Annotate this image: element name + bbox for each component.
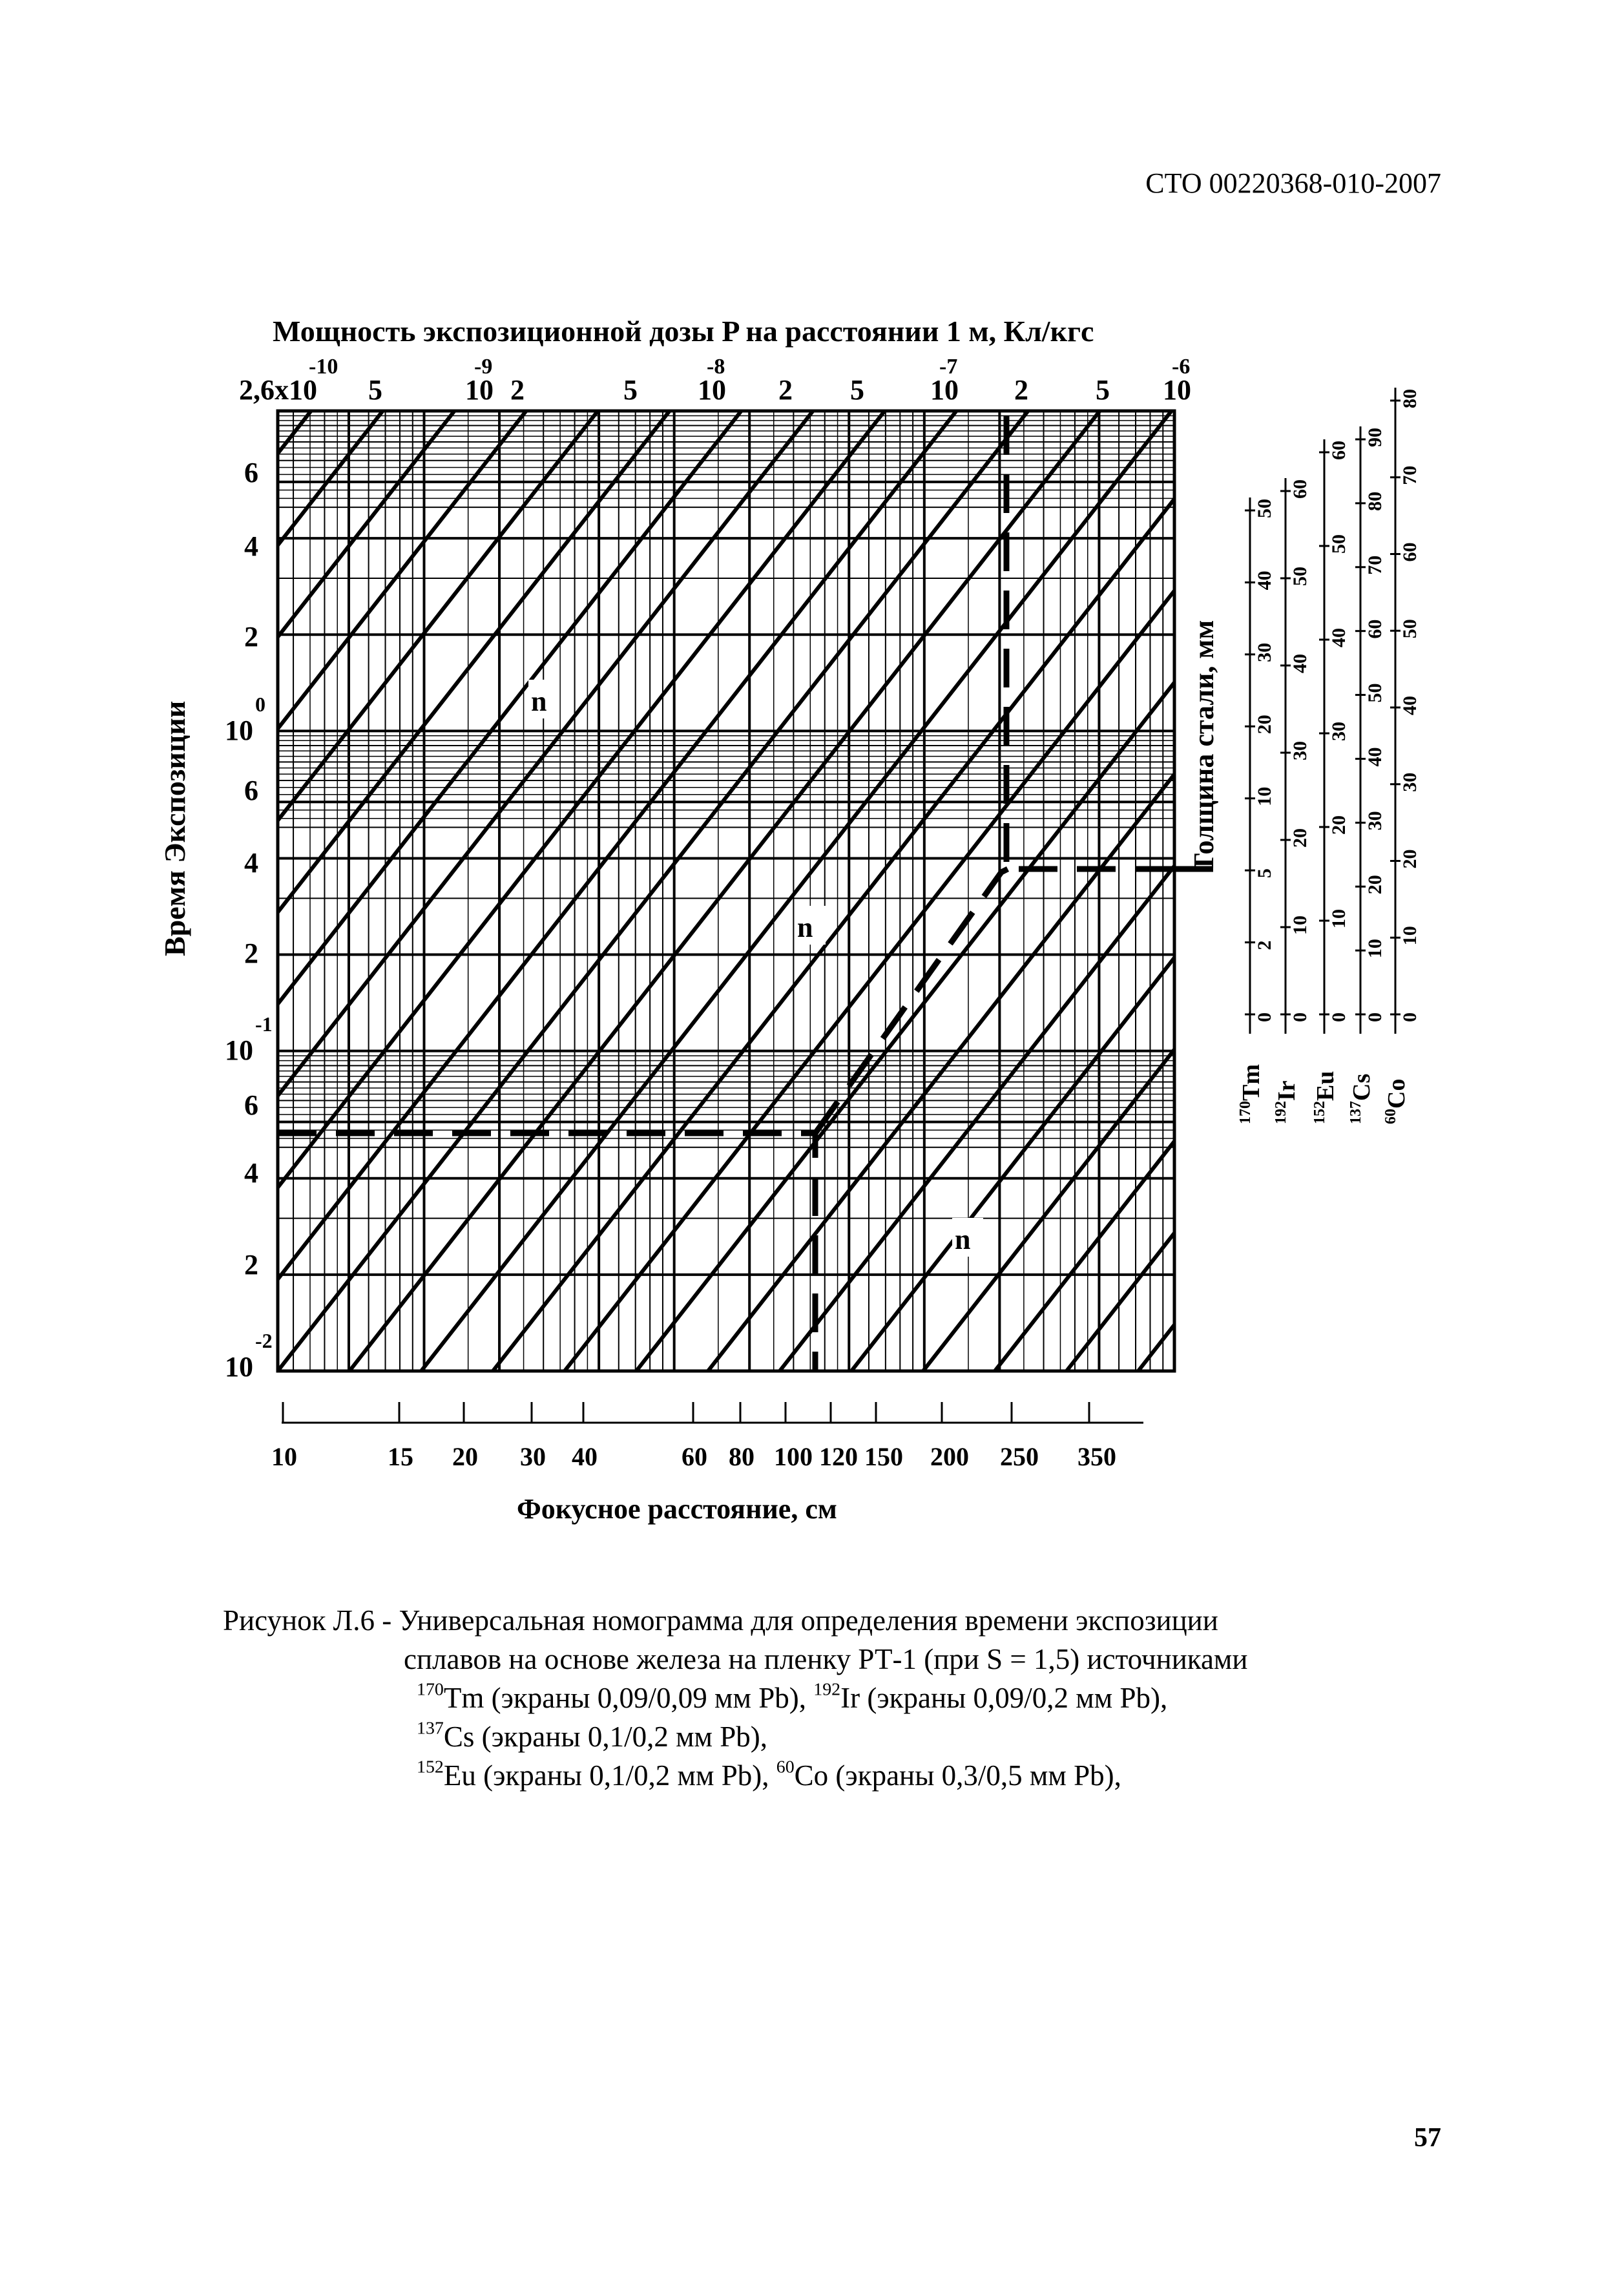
isotope-scale-label: 10 — [1289, 916, 1311, 935]
caption-line-1: Рисунок Л.6 - Универсальная номограмма для определения времени экспозиции — [223, 1604, 1218, 1637]
top-scale-label: 10 — [930, 374, 959, 406]
left-scale-label: 10 — [225, 1351, 253, 1383]
isotope-label: $^{137}$Cs — [1348, 1073, 1375, 1124]
left-axis-title: Время Экспозиции — [158, 700, 191, 956]
isotope-scale-label: 40 — [1364, 747, 1386, 767]
dashed-path-diagonal — [815, 869, 1008, 1133]
left-scale-label: 2 — [244, 1249, 258, 1281]
isotope-scale-label: 10 — [1364, 939, 1386, 959]
isotope-scale-label: 0 — [1328, 1012, 1349, 1022]
focal-scale-label: 80 — [729, 1442, 755, 1471]
top-scale-exponent: -8 — [707, 355, 725, 379]
isotope-scale-label: 20 — [1289, 828, 1311, 848]
isotope-scale-label: 2 — [1254, 940, 1275, 950]
isotope-scale-label: 30 — [1364, 811, 1386, 831]
isotope-label: $^{192}$Ir — [1273, 1080, 1300, 1124]
left-scale-exponent: 0 — [255, 693, 265, 716]
isotope-scale-label: 50 — [1328, 534, 1349, 554]
left-scale-labels — [225, 457, 273, 1383]
isotope-scale-label: 0 — [1289, 1012, 1311, 1022]
top-scale-label: 10 — [698, 374, 726, 406]
left-scale-label: 10 — [225, 715, 253, 746]
isotope-scale-label: 60 — [1364, 619, 1386, 639]
left-scale-label: 4 — [244, 1157, 258, 1189]
diagonal-line — [493, 411, 1243, 1371]
left-scale-exponent: -1 — [255, 1012, 273, 1036]
isotope-scale-label: 90 — [1364, 428, 1386, 447]
isotope-scale-label: 50 — [1289, 567, 1311, 586]
caption-line-3: $^{170}$Tm (экраны 0,09/0,09 мм Pb), $^{192}$Ir (экраны 0,09/0,2 мм Pb), — [417, 1679, 1168, 1714]
focal-scale-label: 60 — [682, 1442, 707, 1471]
top-scale-label: 5 — [623, 374, 638, 406]
focal-distance-scale — [271, 1402, 1143, 1471]
focal-scale-label: 15 — [388, 1442, 413, 1471]
isotope-scale-label: 60 — [1289, 479, 1311, 499]
top-scale-labels — [239, 355, 1191, 406]
focal-scale-label: 40 — [572, 1442, 598, 1471]
n-label-3: n — [955, 1224, 971, 1255]
isotope-scale-label: 40 — [1289, 654, 1311, 673]
diagonal-line — [0, 411, 24, 1371]
focal-scale-label: 350 — [1077, 1442, 1116, 1471]
top-scale-exponent: -7 — [939, 355, 958, 379]
isotope-scale-label: 10 — [1328, 909, 1349, 928]
isotope-label: $^{60}$Co — [1382, 1078, 1410, 1124]
diagonal-line — [1568, 411, 1624, 1371]
n-label-2: n — [797, 912, 813, 943]
diagonal-line — [0, 411, 741, 1371]
top-scale-exponent: -9 — [474, 355, 493, 379]
isotope-scale-label: 80 — [1364, 491, 1386, 511]
top-scale-label: 2,6x10 — [239, 374, 317, 406]
diagonal-line — [0, 411, 669, 1371]
isotope-scale-label: 50 — [1399, 619, 1421, 639]
caption-line-4: $^{137}$Cs (экраны 0,1/0,2 мм Pb), — [417, 1718, 768, 1753]
left-scale-label: 4 — [244, 530, 258, 562]
figure-caption — [223, 1601, 1248, 1795]
diagonal-line — [0, 411, 526, 1371]
isotope-scale-label: 30 — [1399, 772, 1421, 792]
diagonal-line — [0, 411, 454, 1371]
top-scale-label: 5 — [1096, 374, 1110, 406]
isotope-label: $^{152}$Eu — [1311, 1071, 1339, 1124]
top-scale-label: 5 — [368, 374, 382, 406]
diagonal-line — [1425, 411, 1624, 1371]
top-axis-title: Мощность экспозиционной дозы P на расстоянии 1 м, Кл/кгс — [273, 315, 1094, 348]
top-scale-label: 2 — [1014, 374, 1028, 406]
diagonal-line — [923, 411, 1624, 1371]
left-scale-label: 6 — [244, 457, 258, 488]
isotope-scale-label: 30 — [1254, 642, 1275, 662]
focal-scale-label: 100 — [774, 1442, 813, 1471]
diagonal-line — [421, 411, 1171, 1371]
isotope-scale-label: 60 — [1399, 542, 1421, 562]
top-scale-exponent: -10 — [309, 355, 338, 379]
top-scale-exponent: -6 — [1172, 355, 1191, 379]
isotope-scale-label: 70 — [1399, 465, 1421, 485]
isotope-scale-label: 10 — [1254, 786, 1275, 806]
diagonal-line — [0, 411, 239, 1371]
steel-thickness-scales — [1237, 388, 1421, 1124]
n-label-1: n — [531, 686, 547, 717]
diagonal-line — [0, 411, 382, 1371]
isotope-scale-label: 60 — [1328, 441, 1349, 460]
isotope-scale-label: 50 — [1364, 683, 1386, 703]
focal-scale-label: 150 — [864, 1442, 903, 1471]
isotope-scale-label: 0 — [1364, 1012, 1386, 1022]
left-scale-label: 2 — [244, 621, 258, 653]
isotope-scale-label: 0 — [1399, 1012, 1421, 1022]
left-scale-label: 10 — [225, 1034, 253, 1066]
isotope-scale-label: 30 — [1289, 741, 1311, 760]
isotope-scale-label: 20 — [1364, 875, 1386, 895]
focal-scale-label: 30 — [520, 1442, 546, 1471]
isotope-scale-label: 40 — [1328, 628, 1349, 647]
isotope-scale-label: 80 — [1399, 389, 1421, 408]
top-scale-label: 10 — [1163, 374, 1191, 406]
isotope-scale-label: 10 — [1399, 926, 1421, 946]
isotope-scale-label: 70 — [1364, 555, 1386, 575]
focal-scale-label: 250 — [1000, 1442, 1039, 1471]
top-scale-label: 10 — [465, 374, 494, 406]
isotope-scale-label: 40 — [1399, 696, 1421, 715]
diagonal-line — [565, 411, 1315, 1371]
bottom-axis-title: Фокусное расстояние, см — [517, 1493, 837, 1525]
left-scale-exponent: -2 — [255, 1329, 273, 1352]
diagonal-line — [1497, 411, 1624, 1371]
diagonal-line — [708, 411, 1458, 1371]
left-scale-label: 6 — [244, 775, 258, 806]
right-axis-title: Толщина стали, мм — [1188, 620, 1220, 872]
diagonal-line — [0, 411, 311, 1371]
isotope-scale-label: 5 — [1254, 868, 1275, 879]
top-scale-label: 2 — [778, 374, 793, 406]
left-scale-label: 6 — [244, 1089, 258, 1121]
focal-scale-label: 10 — [271, 1442, 297, 1471]
focal-scale-label: 20 — [452, 1442, 478, 1471]
diagonal-line — [995, 411, 1624, 1371]
left-scale-label: 4 — [244, 847, 258, 879]
diagonal-line — [0, 411, 96, 1371]
top-scale-label: 5 — [850, 374, 864, 406]
isotope-scale-label: 50 — [1254, 499, 1275, 518]
diagonal-line — [278, 411, 1028, 1371]
focal-scale-label: 120 — [819, 1442, 858, 1471]
isotope-label: $^{170}$Tm — [1237, 1064, 1265, 1124]
caption-line-2: сплавов на основе железа на пленку РТ-1 (при S = 1,5) источниками — [404, 1643, 1248, 1675]
isotope-scale-label: 0 — [1254, 1012, 1275, 1022]
isotope-scale-label: 30 — [1328, 722, 1349, 741]
focal-scale-label: 200 — [930, 1442, 969, 1471]
isotope-scale-label: 40 — [1254, 570, 1275, 591]
isotope-scale-label: 20 — [1399, 849, 1421, 869]
top-scale-label: 2 — [510, 374, 525, 406]
diagonal-line — [206, 411, 956, 1371]
nomogram-example-path — [278, 416, 1214, 1370]
document-code: СТО 00220368-010-2007 — [1145, 167, 1441, 199]
page-number: 57 — [1414, 2123, 1441, 2153]
caption-line-5: $^{152}$Eu (экраны 0,1/0,2 мм Pb), $^{60}$Co (экраны 0,3/0,5 мм Pb), — [417, 1757, 1121, 1792]
diagonal-line — [0, 411, 167, 1371]
isotope-scale-label: 20 — [1328, 815, 1349, 835]
left-scale-label: 2 — [244, 937, 258, 969]
diagonal-line — [1282, 411, 1624, 1371]
isotope-scale-label: 20 — [1254, 715, 1275, 735]
